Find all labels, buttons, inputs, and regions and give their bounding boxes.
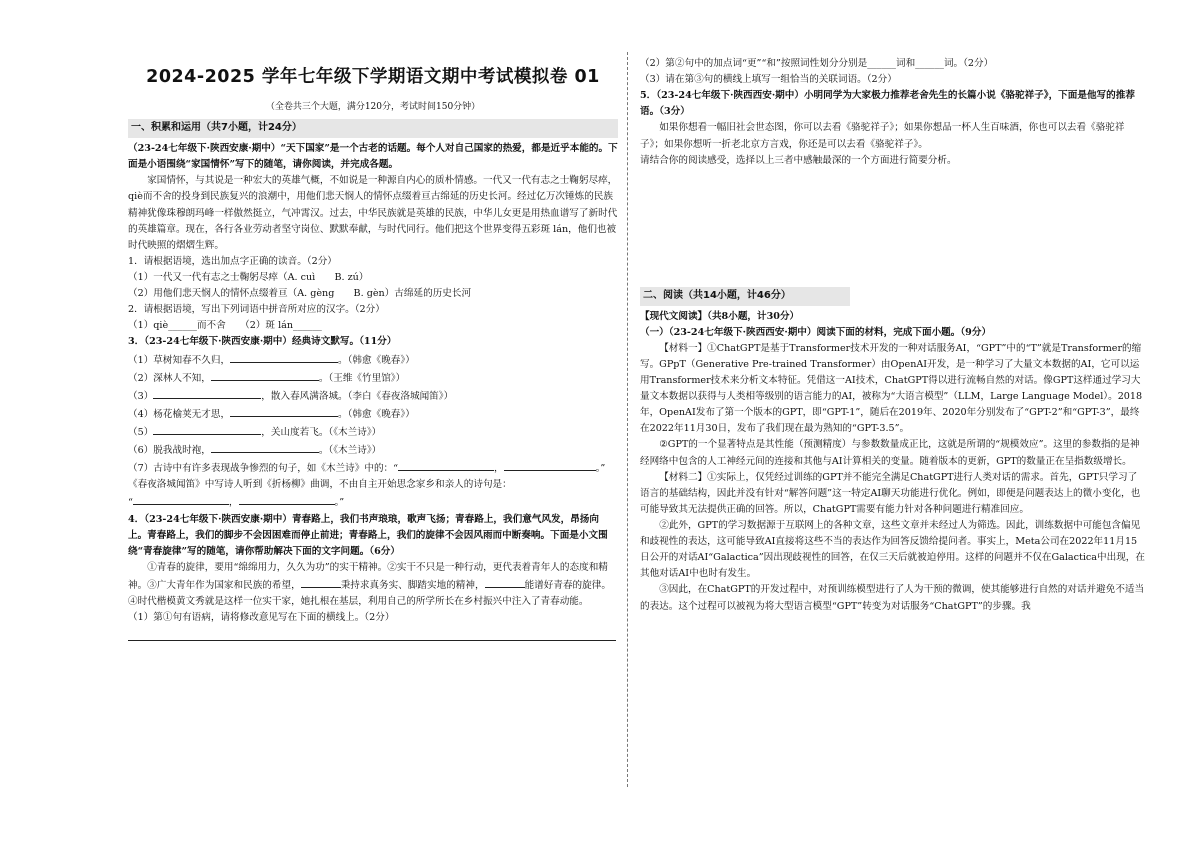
- question-1-b: （2）用他们悲天悯人的情怀点缀着亘（A. gèng B. gèn）古绵延的历史长河: [128, 288, 472, 300]
- material-1: 【材料一】①ChatGPT是基于Transformer技术开发的一种对话服务AI，“GPT”中的“T”就是Transformer的缩写。GPpT（Generative Pre-trained Transformer）由OpenAI开发，是一种学习了大量文本数据的AI，它可以运用Transformer技术来分析文本特征。凭借这一AI技术，ChatGPT得以进行流畅自然的对话。像GPT这样通过学习大量文本数据以获得与人类相等级别的语言能力的AI，被称为“大语言模型”（LLM，Large Language Model）。2018年，OpenAI发布了第一个版本的GPT，即“GPT-1”，随后在2019年、2020年分别发布了“GPT-2”和“GPT-3”，最终在2022年11月30日，发布了我们现在最为熟知的“GPT-3.5”。: [640, 342, 1143, 435]
- question-3-1: （1）草树知春不久归， 。（韩愈《晚春》）: [128, 351, 618, 369]
- answer-blank[interactable]: [230, 351, 338, 363]
- question-3-5: （5） ，关山度若飞。（《木兰诗》）: [128, 423, 618, 441]
- left-column: [128, 56, 618, 849]
- question-3-2: （2）深林人不知， 。（王维《竹里馆》）: [128, 369, 618, 387]
- answer-blank[interactable]: [153, 423, 261, 435]
- answer-blank[interactable]: [398, 459, 494, 471]
- question-1-a: （1）一代又一代有志之士鞠躬尽瘁（A. cuì B. zú）: [128, 272, 369, 284]
- question-5-passage: 如果你想看一幅旧社会世态图，你可以去看《骆驼祥子》；如果你想品一杯人生百味酒，你也可以去看《骆驼祥子》；如果你想听一折老北京方言戏，你还是可以去看《骆驼祥子》。: [640, 122, 1125, 150]
- answer-blank[interactable]: [239, 493, 335, 505]
- page-title: 2024-2025 学年七年级下学期语文期中考试模拟卷 01: [146, 67, 600, 87]
- question-3-3: （3） ，散入春风满洛城。（李白《春夜洛城闻笛》）: [128, 387, 618, 405]
- question-3-7c: 《春夜洛城闻笛》中写诗人听到《折杨柳》曲调，不由自主开始思念家乡和亲人的诗句是：: [128, 479, 512, 491]
- answer-line[interactable]: [128, 640, 616, 641]
- answer-blank[interactable]: [301, 576, 341, 588]
- question-5-ask: 请结合你的阅读感受，选择以上三者中感触最深的一个方面进行简要分析。: [640, 154, 957, 166]
- material-2b: ②此外，GPT的学习数据源于互联网上的各种文章，这些文章并未经过人为筛选。因此，训练数据中可能包含偏见和歧视性的表达，这可能导致AI直接将这些不当的表达作为回答反馈给提问者。事实上，Meta公司在2022年11月15日公开的对话AI“Galactica”因出现歧视性的回答，在仅三天后就被迫停用。这样的问题并不仅在Galactica中出现，在其他对话AI中也时有发生。: [640, 519, 1145, 580]
- answer-blank[interactable]: [211, 441, 319, 453]
- answer-blank[interactable]: [133, 493, 229, 505]
- material-1b: ②GPT的一个显著特点是其性能（预测精度）与参数数量成正比，这就是所谓的“规模效应”。这里的参数指的是神经网络中包含的人工神经元间的连接和其他与AI计算相关的变量。随着版本的更新，GPT的数量正在呈指数级增长。: [640, 439, 1140, 467]
- question-4-passage: ①青春的旋律，要用“绵绵用力，久久为功”的实干精神。②实干不只是一种行动，更代表着青年人的态度和精神。③广大青年作为国家和民族的希望， 秉持求真务实、脚踏实地的精神， 能谱好青春的旋律。④时代楷模黄文秀就是这样一位实干家，她扎根在基层，利用自己的所学所长在乡村振兴中注入了青春动能。: [128, 561, 611, 608]
- answer-space[interactable]: [640, 169, 1146, 287]
- question-2-a: （1）qiè______而不舍 （2）斑 lán______: [128, 320, 322, 332]
- question-2: 2．请根据语境，写出下列词语中拼音所对应的汉字。（2分）: [128, 304, 385, 316]
- column-divider: [627, 52, 628, 787]
- modern-reading-heading: 【现代文阅读】（共8小题，计30分）: [640, 310, 800, 322]
- answer-blank[interactable]: [485, 576, 525, 588]
- question-3-7: （7）古诗中有许多表现战争惨烈的句子，如《木兰诗》中的：“ ， 。”: [128, 459, 618, 477]
- section-heading-1: 一、积累和运用（共7小题，计24分）: [128, 119, 618, 138]
- material-2c: ③因此，在ChatGPT的开发过程中，对预训练模型进行了人为干预的微调，使其能够进行自然的对话并避免不适当的表达。这个过程可以被视为将大型语言模型“GPT”转变为对话服务“ChatGPT”的步骤。我: [640, 584, 1145, 612]
- answer-blank[interactable]: [504, 459, 596, 471]
- question-5: 5．（23-24七年级下·陕西西安·期中）小明同学为大家极力推荐老舍先生的长篇小说《骆驼祥子》，下面是他写的推荐语。（3分）: [640, 90, 1135, 118]
- passage: 家国情怀，与其说是一种宏大的英雄气概，不如说是一种源自内心的质朴情感。一代又一代有志之士鞠躬尽瘁，qiè而不舍的投身到民族复兴的浪潮中，用他们悲天悯人的情怀点缀着亘古绵延的历史长河。经过亿万次锤炼的民族精神犹像珠穆朗玛峰一样傲然挺立，气冲霄汉。过去，中华民族就是英雄的民族，中华儿女更是用热血谱写了新时代的英雄篇章。现在，各行各业劳动者坚守岗位、默默奉献，与时代同行。他们把这个世界变得五彩斑 lán，他们也被时代映照的熠熠生辉。: [128, 175, 618, 251]
- page-subtitle: （全卷共三个大题，满分120分，考试时间150分钟）: [265, 102, 481, 113]
- answer-blank[interactable]: [230, 405, 338, 417]
- question-4-2: （2）第②句中的加点词“更”“和”按照词性划分分别是______词和______词。（2分）: [640, 58, 994, 69]
- question-3-6: （6）脱我战时袍， 。（《木兰诗》）: [128, 441, 618, 459]
- answer-blank[interactable]: [153, 387, 261, 399]
- question-3: 3．（23-24七年级下·陕西安康·期中）经典诗文默写。（11分）: [128, 336, 397, 348]
- question-3-4: （4）杨花榆荚无才思， 。（韩愈《晚春》）: [128, 405, 618, 423]
- section-heading-2: 二、阅读（共14小题，计46分）: [640, 287, 850, 306]
- question-1: 1．请根据语境，选出加点字正确的读音。（2分）: [128, 255, 337, 267]
- part-1-heading: （一）（23-24七年级下·陕西西安·期中）阅读下面的材料，完成下面小题。（9分）: [640, 326, 992, 338]
- question-4-3: （3）请在第③句的横线上填写一组恰当的关联词语。（2分）: [640, 74, 897, 86]
- question-4-1: （1）第①句有语病，请将修改意见写在下面的横线上。（2分）: [128, 612, 395, 624]
- right-column: [640, 56, 1146, 849]
- q-intro: （23-24七年级下·陕西安康·期中）“天下国家”是一个古老的话题。每个人对自己国家的热爱，都是近乎本能的。下面是小语围绕“家国情怀”写下的随笔，请你阅读，并完成各题。: [128, 143, 618, 171]
- material-2: 【材料二】①实际上，仅凭经过训练的GPT并不能完全满足ChatGPT进行人类对话的需求。首先，GPT只学习了语言的基础结构，因此并没有针对“解答问题”这一特定AI聊天功能进行优化。例如，即便是问题表达上的微小变化，也可能导致其无法提供正确的回答。所以，ChatGPT需要有能力针对各种问题进行精准回应。: [640, 471, 1141, 515]
- question-4: 4．（23-24七年级下·陕西安康·期中）青春路上，我们书声琅琅，歌声飞扬；青春路上，我们意气风发，昂扬向上。青春路上，我们的脚步不会因困难而停止前进；青春路上，我们的旋律不会因风雨而中断奏响。下面是小文围绕“青春旋律”写的随笔，请你帮助解决下面的文字问题。（6分）: [128, 513, 608, 557]
- answer-blank[interactable]: [211, 369, 319, 381]
- question-3-7d: “ ， 。”: [128, 493, 618, 511]
